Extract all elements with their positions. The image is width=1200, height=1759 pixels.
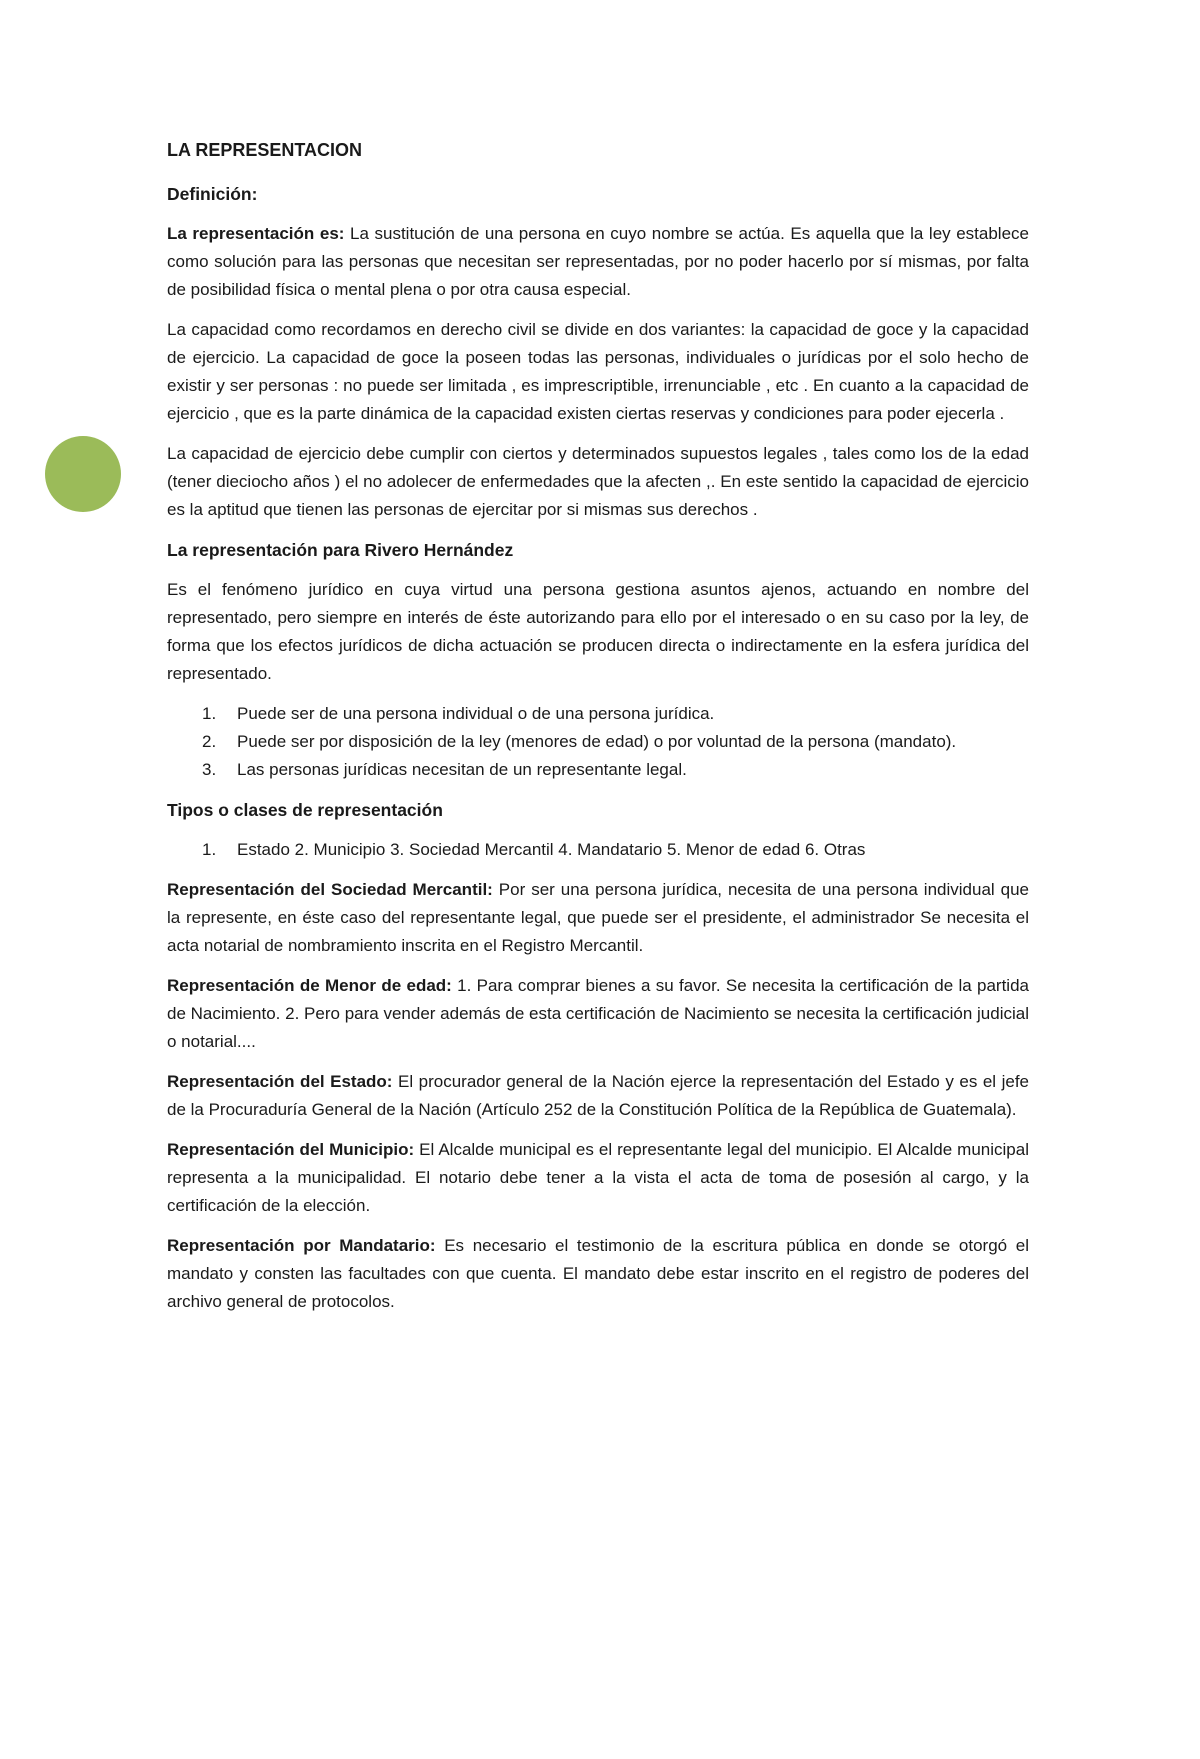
municipality-paragraph: Representación del Municipio: El Alcalde municipal es el representante legal del municipio. El Alcalde municipal representa a la municipalidad. El notario debe tener a la vista el acta de toma de posesión al cargo, y la certificación de la elección. bbox=[167, 1140, 1029, 1215]
types-heading: Tipos o clases de representación bbox=[167, 800, 443, 820]
mercantile-lead: Representación del Sociedad Mercantil: bbox=[167, 880, 493, 899]
definition-text: La sustitución de una persona en cuyo nombre se actúa. Es aquella que la ley establece como solución para las personas que necesitan ser representadas, por no poder hacerlo por sí mismas, por falta de posibilidad física o mental plena o por otra causa especial. bbox=[167, 224, 1029, 299]
characteristics-list bbox=[167, 700, 1029, 784]
mandatary-lead: Representación por Mandatario: bbox=[167, 1236, 436, 1255]
types-list bbox=[167, 836, 1029, 864]
rivero-heading: La representación para Rivero Hernández bbox=[167, 540, 514, 560]
definition-lead: La representación es: bbox=[167, 224, 345, 243]
minor-lead: Representación de Menor de edad: bbox=[167, 976, 452, 995]
definition-heading: Definición: bbox=[167, 184, 258, 204]
capacity-paragraph: La capacidad como recordamos en derecho civil se divide en dos variantes: la capacidad de goce y la capacidad de ejercicio. La capacidad de goce la poseen todas las personas, individuales o jurídicas por el solo hecho de existir y ser personas : no puede ser limitada , es imprescriptible, irrenunciable , etc . En cuanto a la capacidad de ejercicio , que es la parte dinámica de la capacidad existen ciertas reservas y condiciones para poder ejecerla . bbox=[167, 320, 1029, 423]
document-page bbox=[167, 136, 1029, 1316]
state-paragraph: Representación del Estado: El procurador general de la Nación ejerce la representación del Estado y es el jefe de la Procuraduría General de la Nación (Artículo 252 de la Constitución Política de la República de Guatemala). bbox=[167, 1072, 1029, 1119]
list-item: 2. Puede ser por disposición de la ley (menores de edad) o por voluntad de la persona (mandato). bbox=[202, 732, 957, 751]
list-item: 1. Estado 2. Municipio 3. Sociedad Mercantil 4. Mandatario 5. Menor de edad 6. Otras bbox=[202, 840, 866, 859]
definition-paragraph bbox=[167, 220, 1029, 304]
list-item: 3. Las personas jurídicas necesitan de un representante legal. bbox=[202, 760, 687, 779]
state-lead: Representación del Estado: bbox=[167, 1072, 393, 1091]
document-title: LA REPRESENTACION bbox=[167, 140, 363, 160]
exercise-capacity-paragraph: La capacidad de ejercicio debe cumplir con ciertos y determinados supuestos legales , tales como los de la edad (tener dieciocho años ) el no adolecer de enfermedades que la afecten ,. En este sentido la capacidad de ejercicio es la aptitud que tienen las personas de ejercitar por si mismas sus derechos . bbox=[167, 444, 1029, 519]
rivero-paragraph: Es el fenómeno jurídico en cuya virtud una persona gestiona asuntos ajenos, actuando en nombre del representado, pero siempre en interés de éste autorizando para ello por el interesado o en su caso por la ley, de forma que los efectos jurídicos de dicha actuación se producen directa o indirectamente en la esfera jurídica del representado. bbox=[167, 580, 1029, 683]
green-circle-decoration bbox=[45, 436, 121, 512]
minor-paragraph: Representación de Menor de edad: 1. Para comprar bienes a su favor. Se necesita la certificación de la partida de Nacimiento. 2. Pero para vender además de esta certificación de Nacimiento se necesita la certificación judicial o notarial.... bbox=[167, 976, 1029, 1051]
list-item: 1. Puede ser de una persona individual o de una persona jurídica. bbox=[202, 704, 715, 723]
mercantile-paragraph: Representación del Sociedad Mercantil: Por ser una persona jurídica, necesita de una persona individual que la represente, en éste caso del representante legal, que puede ser el presidente, el administrador Se necesita el acta notarial de nombramiento inscrita en el Registro Mercantil. bbox=[167, 880, 1029, 955]
mandatary-paragraph: Representación por Mandatario: Es necesario el testimonio de la escritura pública en donde se otorgó el mandato y consten las facultades con que cuenta. El mandato debe estar inscrito en el registro de poderes del archivo general de protocolos. bbox=[167, 1236, 1029, 1311]
municipality-lead: Representación del Municipio: bbox=[167, 1140, 415, 1159]
